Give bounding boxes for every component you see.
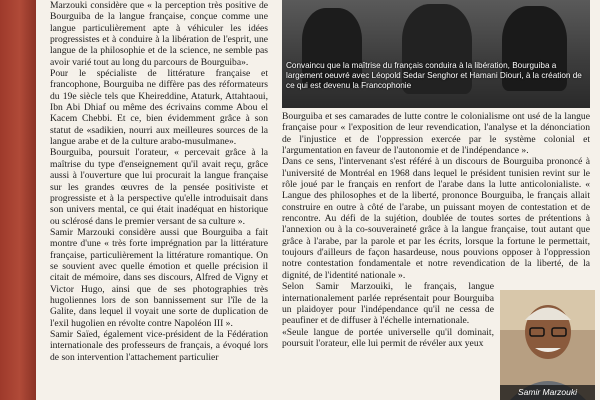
paragraph: Pour le spécialiste de littérature française et francophone, Bourguiba ne diffère pas des réformateurs du 19e siècle tels que Kheireddine, Ataturk, Attahtaoui, Ibn Abi Dhiaf ou même des écrivains comme Abou el Kacem Chebbi. Et ce, bien évidemment grâce à son statut de «sadikien, nourri aux meilleures sources de la langue arabe et de la culture arabo-musulmane». (50, 68, 268, 148)
paragraph: Bourguiba et ses camarades de lutte contre le colonialisme ont usé de la langue française pour « l'exposition de leur revendication, l'analyse et la dénonciation de l'injustice et de l'oppression exercée par le système colonial et l'argumentation en faveur de l'autonomie et de l'indépendance ». (282, 111, 590, 157)
paragraph: Selon Samir Marzouiki, le français, langue internationalement parlée représentait pour Bourguiba un plaidoyer pour l'indépendance qu'il ne cessa de peaufiner et de diffuser à l'échelle internationale. (282, 281, 494, 327)
text-column-left (50, 0, 268, 363)
historic-photo (282, 0, 590, 108)
photo-caption: Convaincu que la maîtrise du français conduira à la libération, Bourguiba a largement oeuvré avec Léopold Sedar Senghor et Hamani Diouri, à la création de ce qui est devenu la Francophonie (286, 61, 582, 90)
paragraph: Samir Marzouki considère aussi que Bourguiba a fait montre d'une « très forte imprégnation par la littérature française, particulièrement la littérature romantique. On se souvient avec quelle émotion et quelle précision il citait de mémoire, dans ses discours, Alfred de Vigny et Victor Hugo, ainsi que de ses photographies très hugoliennes lors de son bannissement sur l'île de la Galite, dans lequel il voyait une sorte de duplication de l'exil hugolien en révolte contre Napoléon III ». (50, 226, 268, 329)
portrait-illustration (500, 290, 595, 400)
left-margin-band (0, 0, 36, 400)
paragraph: Bourguiba, poursuit l'orateur, « percevait grâce à la maîtrise du type d'enseignement qu'il avait reçu, grâce aussi à l'ouverture que lui procurait la langue française sur les grandes œuvres de la pensée positiviste et progressiste et à la perspective qu'elle introduisait dans son univers mental, ce qui était inadéquat en historique ou sclérosé dans le premier versant de sa culture ». (50, 147, 268, 227)
paragraph: «Seule langue de portée universelle qu'il dominait, poursuit l'orateur, elle lui permit de révéler aux yeux (282, 326, 494, 349)
paragraph: Samir Saïed, également vice-président de la Fédération internationale des professeurs de français, a évoqué lors de son intervention l'attachement particulier (50, 328, 268, 363)
portrait-photo (500, 290, 595, 400)
paragraph: Dans ce sens, l'intervenant s'est référé à un discours de Bourguiba prononcé à l'université de Montréal en 1968 dans lequel le président tunisien revint sur le rôle joué par le français en renfort de l'arabe dans la lutte anticolonialiste. « Langue des philosophes et de la liberté, prononce Bourguiba, le français allait construire en outre à côté de l'arabe, un puissant moyen de contestation et de rencontre. Au défi de la sujétion, doublée de toutes sortes de prétentions à l'annexion ou à la co-souveraineté grâce à la langue française, tout autant que grâce à l'arabe, par la parole et par les écrits, lorsque la fortune le permettait, toujours d'ailleurs de façon hasardeuse, nous pouvions opposer à l'oppression notre contestation fondamentale et notre revendication de la liberté, de la dignité, de l'identité nationale ». (282, 156, 590, 281)
portrait-caption: Samir Marzouki (500, 385, 595, 400)
paragraph: Marzouki considère que « la perception très positive de Bourguiba de la langue française, conçue comme une langue particulièrement apte à véhiculer les idées progressistes et à conduire à la libération de l'esprit, une langue de la philosophie et de la science, ne semble pas avoir varié tout au long du parcours de Bourguiba». (50, 0, 268, 68)
